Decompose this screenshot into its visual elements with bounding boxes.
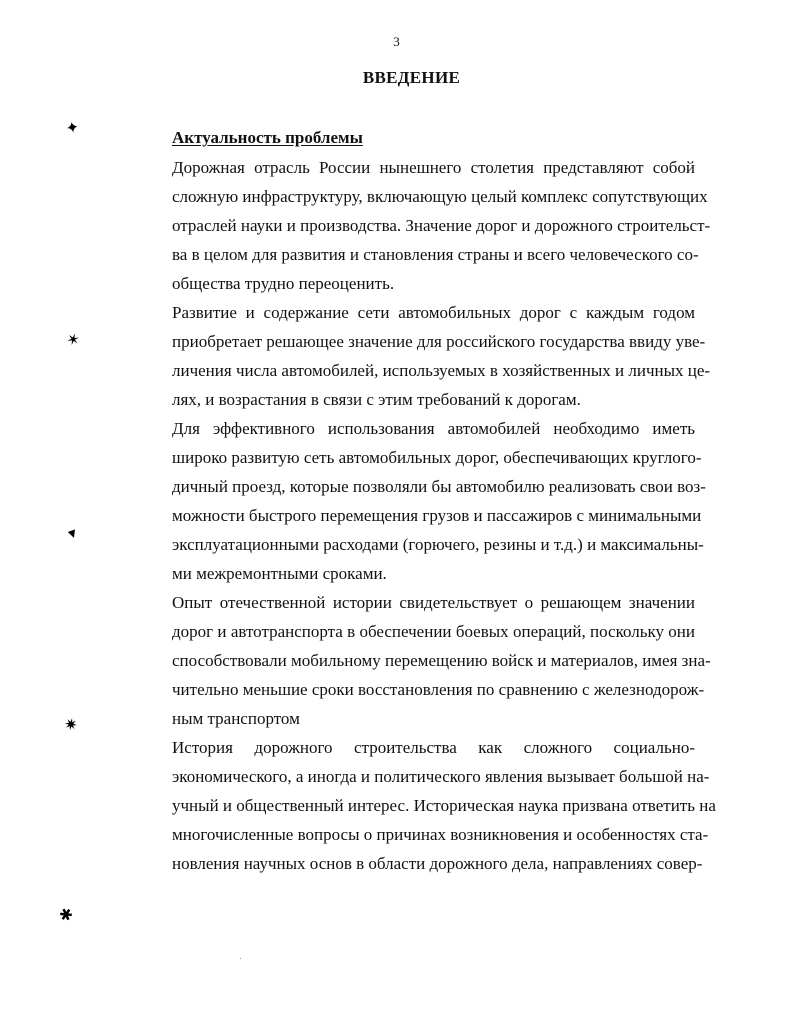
- text-line: лях, и возрастания в связи с этим требований к дорогам.: [172, 390, 581, 409]
- section-heading: Актуальность проблемы: [172, 128, 363, 147]
- scan-blot-icon: ✦: [64, 118, 81, 139]
- text-line: ми межремонтными сроками.: [172, 564, 387, 583]
- page-title: ВВЕДЕНИЕ: [362, 68, 461, 87]
- text-line: Для эффективного использования автомобилей необходимо иметь: [172, 419, 695, 438]
- text-line: отраслей науки и производства. Значение дорог и дорожного строительст-: [172, 216, 711, 235]
- text-line: Развитие и содержание сети автомобильных дорог с каждым годом: [172, 303, 695, 322]
- paragraph: [129, 588, 711, 733]
- text-line: дорог и автотранспорта в обеспечении боевых операций, поскольку они: [172, 622, 695, 641]
- scan-speck: [240, 958, 241, 959]
- text-line: общества трудно переоценить.: [172, 274, 395, 293]
- text-line: ным транспортом: [172, 709, 300, 728]
- paragraph: [129, 414, 706, 588]
- text-line: экономического, а иногда и политического явления вызывает большой на-: [172, 767, 710, 786]
- text-line: можности быстрого перемещения грузов и пассажиров с минимальными: [172, 506, 702, 525]
- scan-blot-icon: ▼: [63, 524, 82, 543]
- document-body: [129, 153, 716, 878]
- scan-blot-icon: ✶: [64, 330, 82, 351]
- text-line: ва в целом для развития и становления страны и всего человеческого со-: [172, 245, 699, 264]
- text-line: приобретает решающее значение для российского государства ввиду уве-: [172, 332, 706, 351]
- scan-blot-icon: ✷: [62, 715, 79, 736]
- text-line: чительно меньшие сроки восстановления по сравнению с железнодорож-: [172, 680, 705, 699]
- text-line: широко развитую сеть автомобильных дорог, обеспечивающих круглого-: [172, 448, 702, 467]
- text-line: сложную инфраструктуру, включающую целый комплекс сопутствующих: [172, 187, 708, 206]
- text-line: личения числа автомобилей, используемых в хозяйственных и личных це-: [172, 361, 711, 380]
- scan-blot-icon: ✱: [56, 905, 77, 927]
- paragraph: [129, 298, 711, 414]
- text-line: учный и общественный интерес. Историческая наука призвана ответить на: [172, 796, 716, 815]
- text-line: многочисленные вопросы о причинах возникновения и особенностях ста-: [172, 825, 709, 844]
- text-line: эксплуатационными расходами (горючего, резины и т.д.) и максимальны-: [172, 535, 704, 554]
- text-line: новления научных основ в области дорожного дела, направлениях совер-: [172, 854, 703, 873]
- paragraph: [129, 153, 711, 298]
- text-line: Опыт отечественной истории свидетельствует о решающем значении: [172, 593, 695, 612]
- text-line: История дорожного строительства как сложного социально-: [172, 738, 695, 757]
- text-line: дичный проезд, которые позволяли бы автомобилю реализовать свои воз-: [172, 477, 706, 496]
- paragraph: [129, 733, 716, 878]
- text-line: способствовали мобильному перемещению войск и материалов, имея зна-: [172, 651, 711, 670]
- page-number: 3: [393, 34, 400, 49]
- text-line: Дорожная отрасль России нынешнего столетия представляют собой: [172, 158, 695, 177]
